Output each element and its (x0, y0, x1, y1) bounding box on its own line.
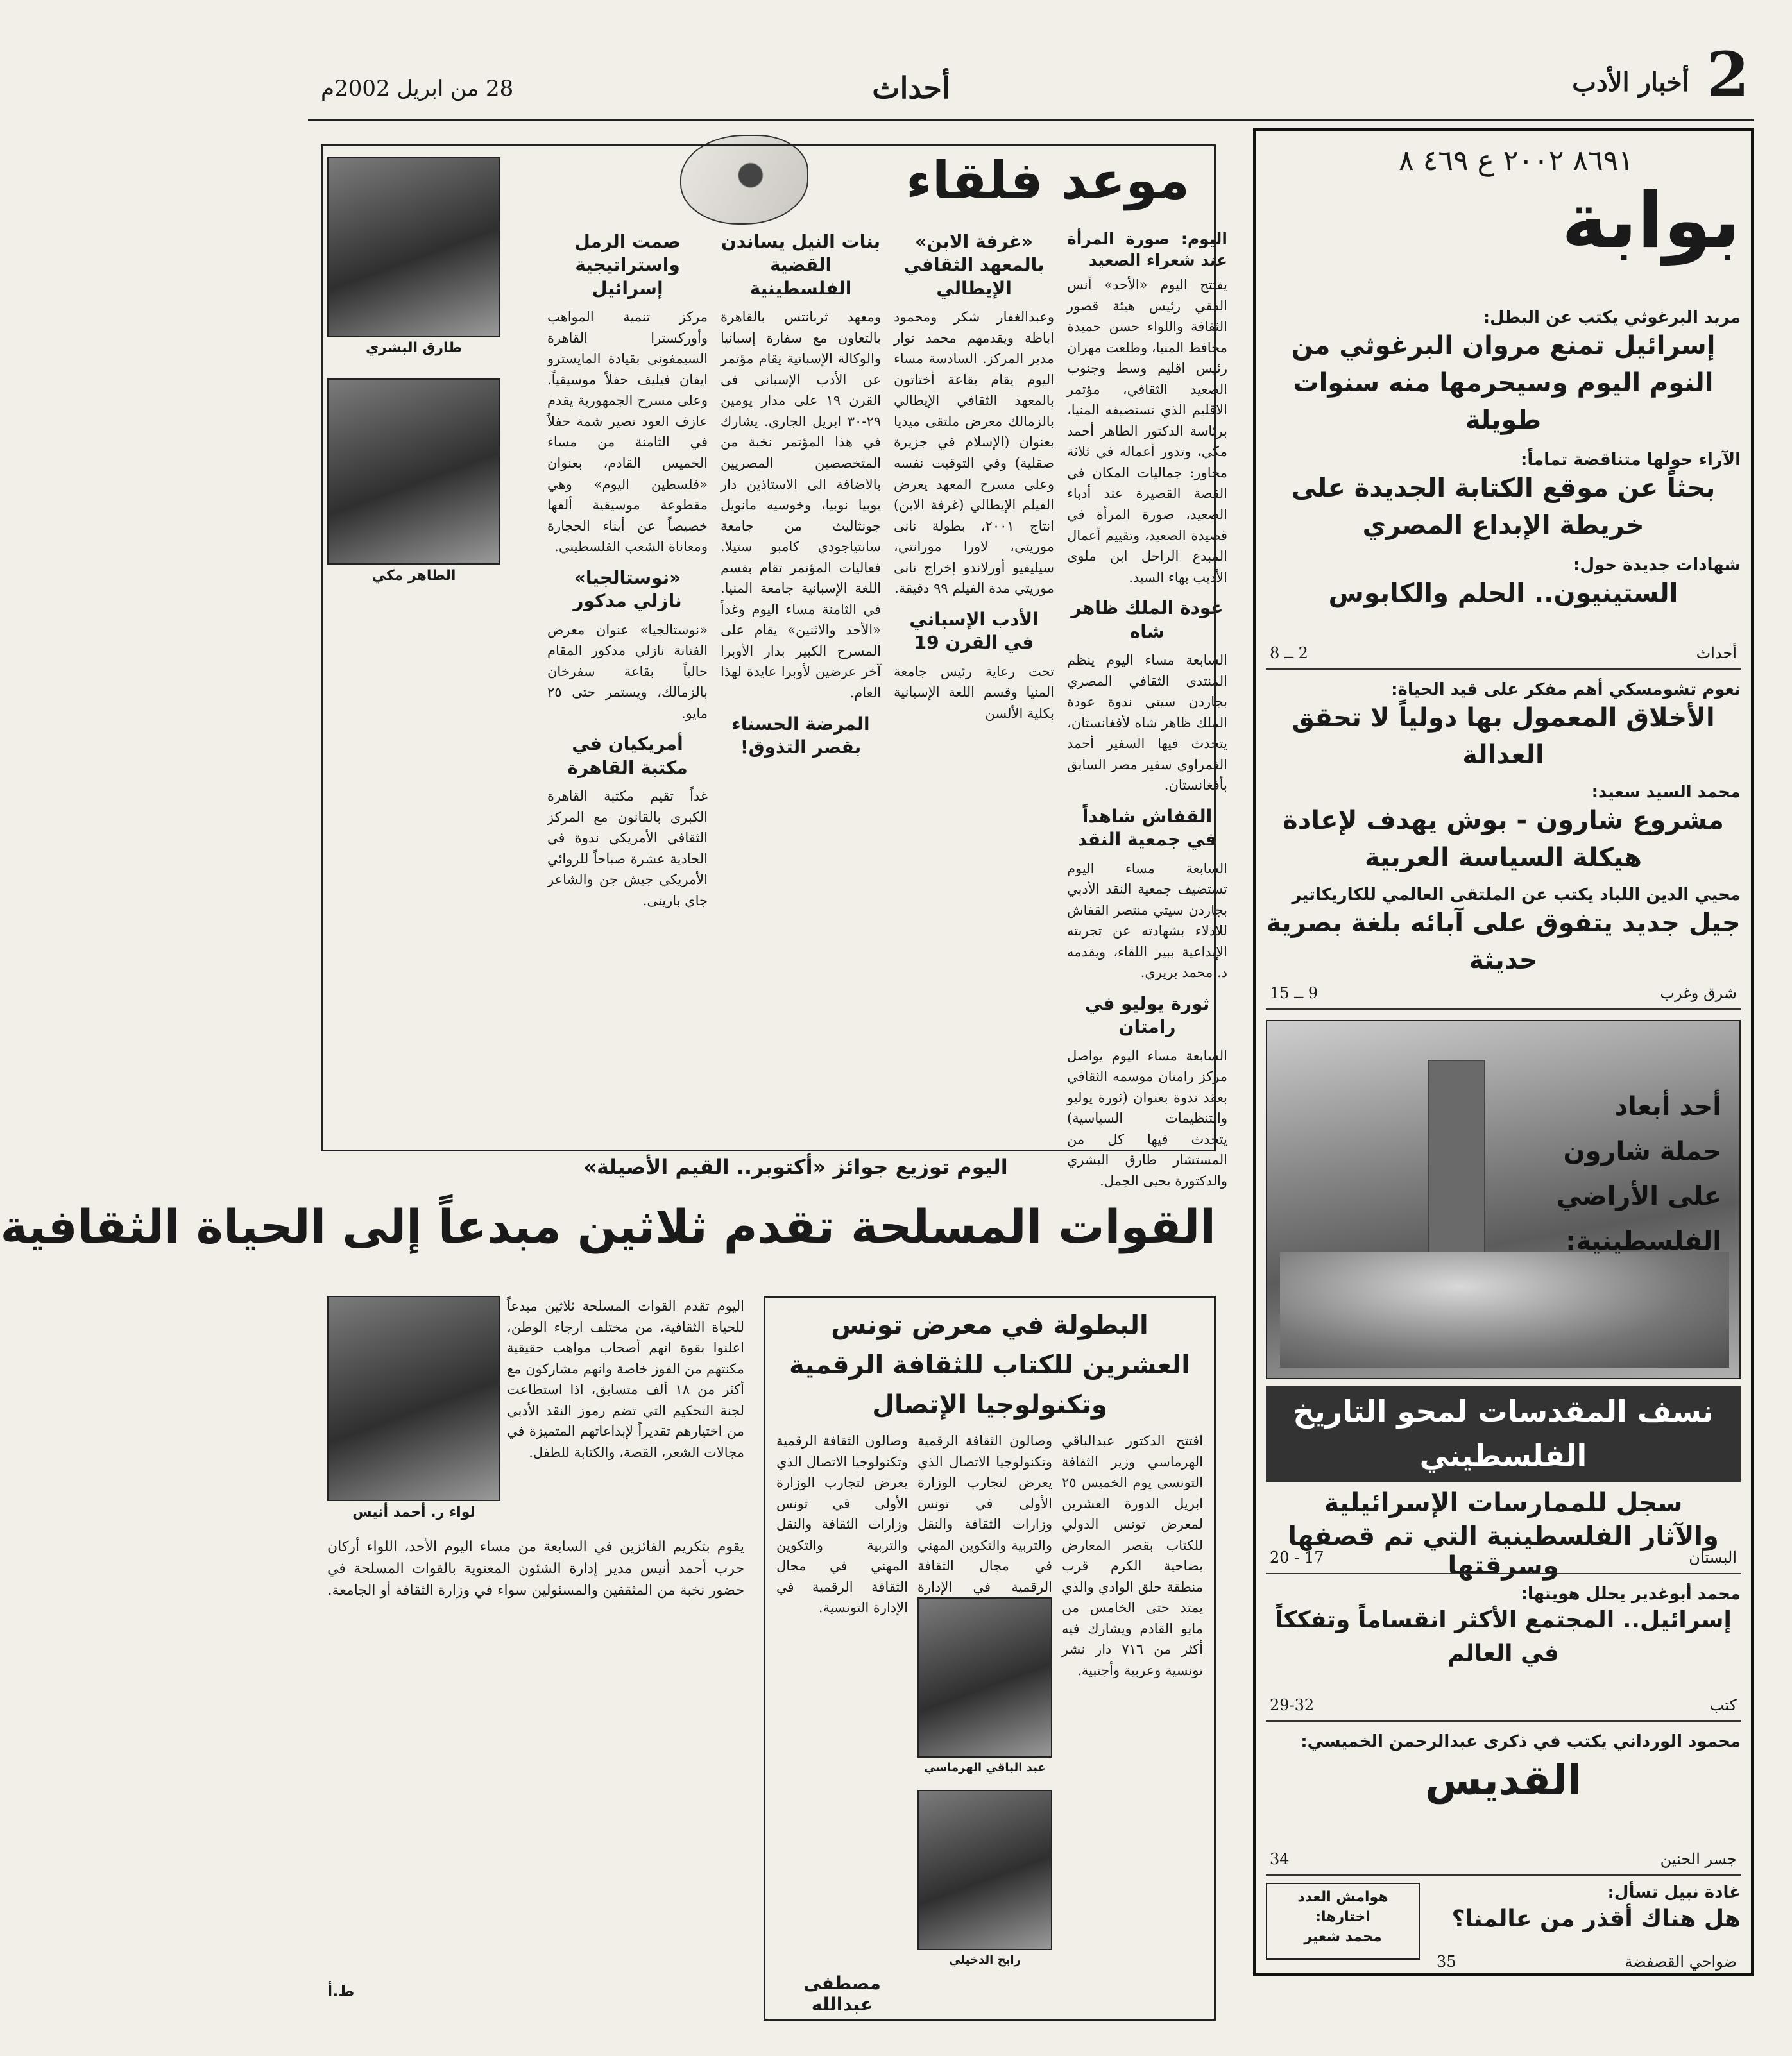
story-body: يفتتح اليوم «الأحد» أنس الفقي رئيس هيئة قصور الثقافة واللواء حسن حميدة محافظ المنيا، وطلعت مهران رئيس اقليم وسط وجنوب الصعيد الثقافي، مؤتمر الاقليم الذي تستضيفه المنيا، برئاسة الدكتور الطاهر أحمد مكي، وتدور أعماله في ثلاثة محاور: جماليات المكان في القصة القصيرة عند أدباء الصعيد، صورة المرأة في قصيدة الصعيد، وتقييم أعمال المبدع الراحل ابن ملوى الأديب بهاء السيد. (1067, 277, 1227, 585)
story-body: «نوستالجيا» عنوان معرض الفنانة نازلي مدكور المقام حالياً بقاعة سفرخان بالزمالك، ويستمر حتى ٢٥ مايو. (547, 622, 708, 721)
index-headline: إسرائيل تمنع مروان البرغوثي من النوم اليوم وسيحرمها منه سنوات طويلة (1291, 331, 1716, 435)
feature-subheadline: والآثار الفلسطينية التي تم قصفها وسرقتها (1288, 1522, 1719, 1581)
bell-tower-shape (1428, 1060, 1485, 1271)
awards-photo-caption: لواء ر. أحمد أنيس (352, 1504, 475, 1520)
story-heading: أمريكيان في مكتبة القاهرة (567, 733, 688, 778)
story-heading: «نوستالجيا» نازلي مدكور (573, 566, 682, 612)
tunis-column-2 (917, 1431, 1052, 1595)
awards-signature: ط.أ (327, 1982, 355, 2000)
story-body: غداً تقيم مكتبة القاهرة الكبرى بالقانون مع المركز الثقافي الأمريكي ندوة في الحادية عشرة صباحاً للروائي الأمريكي جيش جن والشاعر جاي بارينى. (547, 788, 708, 908)
index-footer-pages: 17 - 20 (1270, 1549, 1324, 1567)
story-heading: صمت الرمل واستراتيجية إسرائيل (574, 231, 681, 299)
awards-body: اليوم تقدم القوات المسلحة ثلاثين مبدعاً للحياة الثقافية، من مختلف ارجاء الوطن، اعلنوا بقوة انهم أصحاب مواهب حقيقية مكنتهم من الفوز خاصة وانهم مشاركون مع أكثر من ١٨ ألف متسابق، اذا استطاعت لجنة التحكيم التي تضم رموز النقد الأدبي من اختيارهم تقديراً لإبداعاتهم المتميزة في مجالات الشعر، القصة، والكتابة للطفل. (507, 1298, 745, 1460)
tunis-body: وصالون الثقافة الرقمية وتكنولوجيا الاتصال الذي يعرض لتجارب الوزارة الأولى في تونس وزارات الثقافة والنقل والتربية والتكوين المهني في مجال الثقافة الرقمية في الإدارة التونسية. (776, 1433, 908, 1616)
index-footer-pages: 34 (1270, 1850, 1290, 1868)
story-heading: «غرفة الابن» بالمعهد الثقافي الإيطالي (903, 231, 1045, 299)
margins-box (1266, 1883, 1420, 1960)
masthead: أخبار الأدب (1572, 67, 1689, 98)
index-title: بوابة (1561, 176, 1741, 266)
story-body: السابعة مساء اليوم تستضيف جمعية النقد الأدبي بجاردن سيتي منتصر القفاش للادلاء بشهادته عن تجربته الإبداعية ببير اللقاء، ويقدمه د. محمد بريري. (1067, 860, 1227, 981)
index-footer-label: كتب (1709, 1696, 1737, 1714)
caption-line: حملة شارون (1563, 1137, 1721, 1166)
index-headline: بحثاً عن موقع الكتابة الجديدة على خريطة الإبداع المصري (1291, 473, 1716, 540)
caption-line: الفلسطينية: (1566, 1227, 1721, 1256)
index-footer (1266, 641, 1741, 670)
index-kicker: غادة نبيل تسأل: (1607, 1883, 1741, 1902)
index-footer (1266, 981, 1741, 1010)
index-footer-label: ضواحي القصفضة (1625, 1953, 1737, 1971)
awards-kicker: اليوم توزيع جوائز «أكتوبر.. القيم الأصيلة» (583, 1155, 1008, 1179)
story-body: وعبدالغفار شكر ومحمود اباظة ويقدمهم محمد نوار مدير المركز. السادسة مساء اليوم يقام بقاعة أختاتون بالمعهد الثقافي الإيطالي بالزمالك معرض ملتقى ميديا بعنوان (الإسلام في جزيرة صقلية) وفي التوقيت نفسه وعلى مسرح المعهد يعرض الفيلم الإيطالي (غرفة الابن) انتاج ٢٠٠١، بطولة نانى موريتي، لاورا مورانتي، سيليفيو أورلاندو إخراج نانى موريتي مدة الفيلم ٩٩ دقيقة. (894, 309, 1054, 597)
story-photo-caption: طارق البشري (366, 340, 462, 356)
story-body: تحت رعاية رئيس جامعة المنيا وقسم اللغة الإسبانية بكلية الألسن (894, 663, 1054, 721)
margins-box-label: اختارها: (1315, 1908, 1370, 1925)
top-story-frame (321, 144, 1216, 1151)
index-footer-pages: 35 (1437, 1953, 1456, 1971)
index-headline: مشروع شارون - بوش يهدف لإعادة هيكلة السياسة العربية (1283, 806, 1724, 872)
tunis-column-3 (776, 1431, 908, 1963)
index-headline: الستينيون.. الحلم والكابوس (1328, 579, 1678, 608)
story-body: السابعة مساء اليوم ينظم المنتدى الثقافي المصري بجاردن سيتي ندوة عودة الملك ظاهر شاه لأفغانستان، يتحدث فيها السفير أحمد الغمراوي سفير مصر السابق بأفغانستان. (1067, 652, 1227, 794)
index-group-4 (1266, 1732, 1741, 1841)
index-kicker: نعوم تشومسكي أهم مفكر على قيد الحياة: (1391, 680, 1741, 699)
story-heading: اليوم: صورة المرأة عند شعراء الصعيد (1067, 230, 1227, 269)
index-group-1 (1266, 308, 1741, 635)
index-footer-label: شرق وغرب (1660, 984, 1737, 1002)
index-footer-pages: 9 ــ 15 (1270, 984, 1318, 1002)
feature-photo-caption (1516, 1084, 1721, 1289)
page-number: 2 (1706, 38, 1750, 111)
header-rule (308, 119, 1754, 121)
index-footer-pages: 2 ــ 8 (1270, 644, 1308, 662)
feature-subheadline: سجل للممارسات الإسرائيلية (1324, 1488, 1683, 1518)
feature-headline: نسف المقدسات لمحو التاريخ الفلسطيني (1266, 1386, 1741, 1482)
index-footer (1266, 1694, 1741, 1722)
tunis-photo-caption: رابح الدخيلي (949, 1953, 1021, 1967)
story-heading: الأدب الإسباني في القرن 19 (909, 608, 1039, 654)
tunis-body: افتتح الدكتور عبدالباقي الهرماسي وزير الثقافة التونسي يوم الخميس ٢٥ ابريل الدورة العشرين لمعرض تونس الدولي للكتاب بقصر المعارض بضاحية الكرم قرب منطقة حلق الوادي والذي يمتد حتى الخامس من مايو القادم ويشارك فيه أكثر من ٧١٦ دار نشر تونسية وعربية وأجنبية. (1062, 1433, 1203, 1679)
caption-line: على الأراضي (1556, 1182, 1721, 1211)
index-group-3 (1266, 1584, 1741, 1687)
tunis-body: وصالون الثقافة الرقمية وتكنولوجيا الاتصال الذي يعرض لتجارب الوزارة الأولى في تونس وزارات الثقافة والنقل والتربية والتكوين المهني في مجال الثقافة الرقمية في الإدارة (917, 1433, 1052, 1595)
story-heading: عودة الملك ظاهر شاه (1071, 597, 1224, 642)
tunis-column-1 (1062, 1431, 1203, 2008)
index-kicker: شهادات جديدة حول: (1573, 556, 1741, 575)
section-title: أحداث (872, 71, 950, 105)
story-body: السابعة مساء اليوم يواصل مركز رامتان موسمه الثقافي بعقد ندوة بعنوان (ثورة يوليو والتنظيمات السياسية) يتحدث فيها كل من المستشار طارق البشري والدكتورة يحيى الجمل. (1067, 1048, 1227, 1189)
top-story-title: موعد فلقاء (906, 151, 1190, 210)
index-kicker: مريد البرغوثي يكتب عن البطل: (1483, 308, 1741, 327)
story-heading: القفاش شاهداً في جمعية النقد (1077, 805, 1217, 851)
tunis-signature: مصطفى عبدالله (803, 1973, 881, 2015)
index-kicker: محمد السيد سعيد: (1591, 783, 1741, 802)
index-group-2 (1266, 680, 1741, 975)
margins-box-name: محمد شعير (1304, 1928, 1382, 1945)
story-body: ومعهد ثربانتس بالقاهرة بالتعاون مع سفارة إسبانيا والوكالة الإسبانية يقام مؤتمر عن الأدب الإسباني في القرن ١٩ على مدار يومين ٢٩-٣٠ ابريل الجاري. يشارك في هذا المؤتمر نخبة من المتخصصين المصريين بالاضافة الى الاستاذين دار يوبيا نوبيا، وخوسيه مانويل جونثاليث من جامعة سانتياجودي كامبو ستيلا. فعاليات المؤتمر تقام بقسم اللغة الإسبانية جامعة المنيا. في الثامنة مساء اليوم وغداً «الأحد والاثنين» يقام على المسرح الكبير بدار الأوبرا آخر عرضين لأوبرا عايدة لهذا العام. (721, 309, 881, 701)
index-footer-label: أحداث (1696, 644, 1737, 662)
awards-headline: القوات المسلحة تقدم ثلاثين مبدعاً إلى الحياة الثقافية (0, 1200, 1216, 1253)
index-footer (1433, 1950, 1741, 1975)
index-kicker: الآراء حولها متناقضة تماماً: (1520, 450, 1741, 470)
index-footer-label: البستان (1689, 1549, 1737, 1567)
story-heading: ثورة يوليو في رامتان (1084, 992, 1210, 1038)
story-heading: المرضة الحسناء بقصر التذوق! (731, 713, 870, 758)
awards-photo (327, 1296, 500, 1501)
caption-line: أحد أبعاد (1614, 1092, 1721, 1121)
tunis-headline: البطولة في معرض تونس العشرين للكتاب للثقافة الرقمية وتكنولوجيا الإتصال (789, 1311, 1190, 1420)
story-photo-caption: الطاهر مكي (371, 568, 456, 584)
index-kicker: محمود الورداني يكتب في ذكرى عبدالرحمن الخميسي: (1301, 1732, 1741, 1751)
awards-body-1 (507, 1296, 744, 1533)
index-footer-label: جسر الحنين (1660, 1850, 1737, 1868)
story-body: مركز تنمية المواهب وأوركسترا القاهرة السيمفوني بقيادة المايسترو ايفان فيليف حفلاً موسيقياً. وعلى مسرح الجمهورية يقدم عازف العود نصير شمة حفلاً في الثامنة من مساء الخميس القادم، بعنوان «فلسطين اليوم» وهي مقطوعة موسيقية ألفها خصيصاً عن أبناء الحجارة ومعاناة الشعب الفلسطيني. (547, 309, 708, 555)
index-headline: هل هناك أقذر من عالمنا؟ (1451, 1906, 1741, 1932)
index-kicker: محمد أبوغدير يحلل هويتها: (1521, 1584, 1741, 1604)
awards-body: يقوم بتكريم الفائزين في السابعة من مساء اليوم الأحد، اللواء أركان حرب أحمد أنيس مدير إدارة الشئون المعنوية بالقوات المسلحة في حضور نخبة من المثقفين والمسئولين سواء في وزارة الثقافة أو الجامعة. (327, 1539, 744, 1599)
margins-box-title: هوامش العدد (1297, 1889, 1388, 1905)
index-kicker: محيي الدين اللباد يكتب عن الملتقى العالمي للكاريكاتير (1292, 885, 1741, 905)
tunis-photo-1 (917, 1597, 1052, 1758)
index-footer (1266, 1546, 1741, 1574)
index-headline: إسرائيل.. المجتمع الأكثر انقساماً وتفككاً في العالم (1275, 1607, 1732, 1667)
story-heading: بنات النيل يساندن القضية الفلسطينية (721, 231, 881, 299)
index-footer (1266, 1848, 1741, 1876)
tunis-photo-2 (917, 1790, 1052, 1950)
index-footer-pages: 29-32 (1270, 1696, 1315, 1714)
index-headline: الأخلاق المعمول بها دولياً لا تحقق العدالة (1292, 703, 1715, 770)
handwritten-note: ٨٦٩١ ٢٠٠٢ ع ٤٦٩ ٨ (1399, 144, 1634, 177)
index-headline: جيل جديد يتفوق على آبائه بلغة بصرية حديثة (1266, 908, 1741, 975)
index-bottom-item (1433, 1883, 1741, 1953)
tunis-photo-caption: عبد الباقي الهرماسي (924, 1761, 1046, 1774)
issue-date: 28 من ابريل 2002م (321, 76, 514, 101)
awards-body-2 (327, 1536, 744, 1979)
index-headline: القديس (1425, 1757, 1582, 1805)
